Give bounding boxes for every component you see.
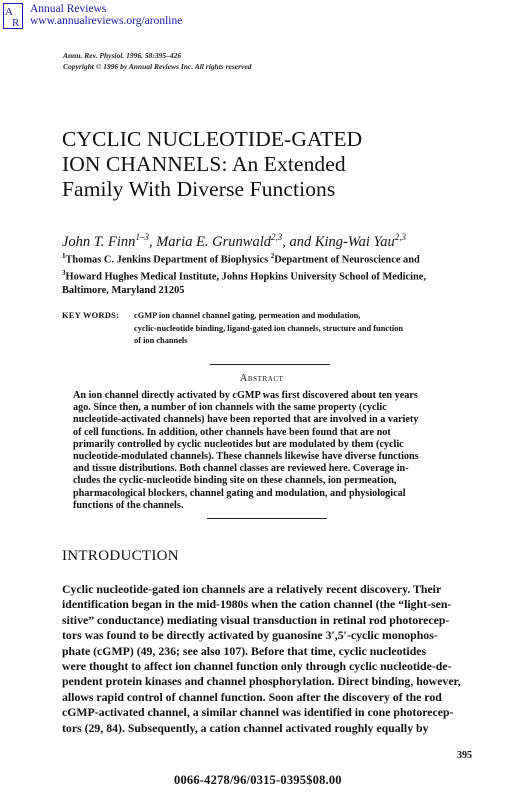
author-grunwald-affil: 2,3	[270, 232, 283, 242]
publisher-name[interactable]: Annual Reviews	[30, 3, 107, 15]
keywords-label: KEY WORDS:	[62, 311, 120, 320]
publisher-link[interactable]	[30, 3, 182, 27]
author-yau: King-Wai Yau	[314, 233, 395, 250]
title-line-2: ION CHANNELS: An Extended	[62, 152, 346, 176]
abstract-heading: Abstract	[240, 373, 284, 384]
abstract-line: pharmacological blockers, channel gating and modulation, and physiological	[73, 487, 406, 499]
affiliation-line-1	[62, 250, 482, 267]
copyright-line: Copyright © 1996 by Annual Reviews Inc. All rights reserved	[63, 62, 252, 71]
introduction-body	[62, 582, 482, 736]
journal-info	[63, 50, 251, 72]
affil-text: Howard Hughes Medical Institute, Johns Hopkins University School of Medicine,	[65, 271, 427, 283]
abstract-line: of cell functions. In addition, other channels have been found that are not	[73, 426, 391, 438]
body-line: identification began in the mid-1980s when the cation channel (the “light-sen-	[62, 597, 452, 612]
affiliations	[62, 250, 482, 297]
svg-text:R: R	[12, 17, 20, 29]
author-finn-affil: 1–3	[135, 232, 149, 242]
body-line: tors (29, 84). Subsequently, a cation channel activated roughly equally by	[62, 720, 429, 735]
introduction-heading: INTRODUCTION	[62, 548, 179, 564]
author-separator: , and	[282, 233, 315, 250]
author-yau-affil: 2,3	[394, 232, 407, 242]
article-code: 0066-4278/96/0315-0395$08.00	[174, 773, 342, 787]
affil-marker: 2	[270, 252, 275, 260]
affiliation-line-3: Baltimore, Maryland 21205	[62, 284, 185, 296]
keywords-list	[134, 310, 474, 348]
affil-text: Thomas C. Jenkins Department of Biophysics	[65, 254, 271, 266]
body-line: pendent protein kinases and channel phosphorylation. Direct binding, however,	[62, 674, 461, 689]
svg-text:A: A	[5, 6, 13, 18]
body-line: sitive” conductance) mediating visual transduction in retinal rod photorecep-	[62, 612, 450, 627]
abstract-line: cludes the cyclic-nucleotide binding site on these channels, ion permeation,	[73, 475, 397, 487]
body-line: allows rapid control of channel function. Soon after the discovery of the rod	[62, 689, 442, 704]
affil-marker: 1	[62, 252, 66, 260]
abstract-line: and tissue distributions. Both channel classes are reviewed here. Coverage in-	[73, 463, 409, 475]
title-line-3: Family With Diverse Functions	[62, 177, 336, 201]
abstract-bottom-divider	[207, 518, 327, 519]
affil-marker: 3	[62, 268, 66, 277]
author-list	[62, 232, 406, 251]
keywords-line: of ion channels	[134, 336, 188, 345]
keywords-line: cGMP ion channel channel gating, permeation and modulation,	[134, 311, 361, 320]
body-line: were thought to affect ion channel function only through cyclic nucleotide-de-	[62, 659, 452, 674]
title-line-1: CYCLIC NUCLEOTIDE-GATED	[62, 127, 363, 151]
abstract-line: nucleotide-activated channels) have been reported that are involved in a variety	[73, 414, 419, 426]
abstract-line: functions of the channels.	[73, 499, 184, 511]
abstract-line: primarily controlled by cyclic nucleotides but are modulated by them (cyclic	[73, 438, 404, 450]
body-line: cGMP-activated channel, a similar channel was identified in cone photorecep-	[62, 705, 454, 720]
author-grunwald: Maria E. Grunwald	[156, 233, 271, 250]
annual-reviews-logo-icon	[3, 3, 23, 29]
affil-text: Department of Neuroscience and	[274, 254, 420, 266]
author-finn: John T. Finn	[62, 233, 136, 250]
abstract-line: An ion channel directly activated by cGMP was first discovered about ten years	[73, 390, 418, 401]
abstract-top-divider	[210, 364, 330, 365]
affiliation-line-2	[62, 267, 482, 284]
body-line: Cyclic nucleotide-gated ion channels are a relatively recent discovery. Their	[62, 582, 442, 596]
author-separator: ,	[148, 233, 157, 250]
keywords-line: cyclic-nucleotide binding, ligand-gated ion channels, structure and function	[134, 323, 404, 333]
body-line: phate (cGMP) (49, 236; see also 107). Before that time, cyclic nucleotides	[62, 643, 427, 658]
abstract-body	[73, 390, 473, 512]
body-line: tors was found to be directly activated by guanosine 3′,5′-cyclic monophos-	[62, 628, 438, 643]
article-title	[62, 127, 482, 202]
page-number: 395	[457, 750, 472, 761]
abstract-line: nucleotide-modulated channels). These channels likewise have diverse functions	[73, 451, 419, 463]
publisher-url[interactable]: www.annualreviews.org/aronline	[30, 15, 183, 27]
abstract-line: ago. Since then, a number of ion channels with the same property (cyclic	[73, 402, 387, 414]
journal-citation: Annu. Rev. Physiol. 1996. 58:395–426	[63, 51, 182, 60]
